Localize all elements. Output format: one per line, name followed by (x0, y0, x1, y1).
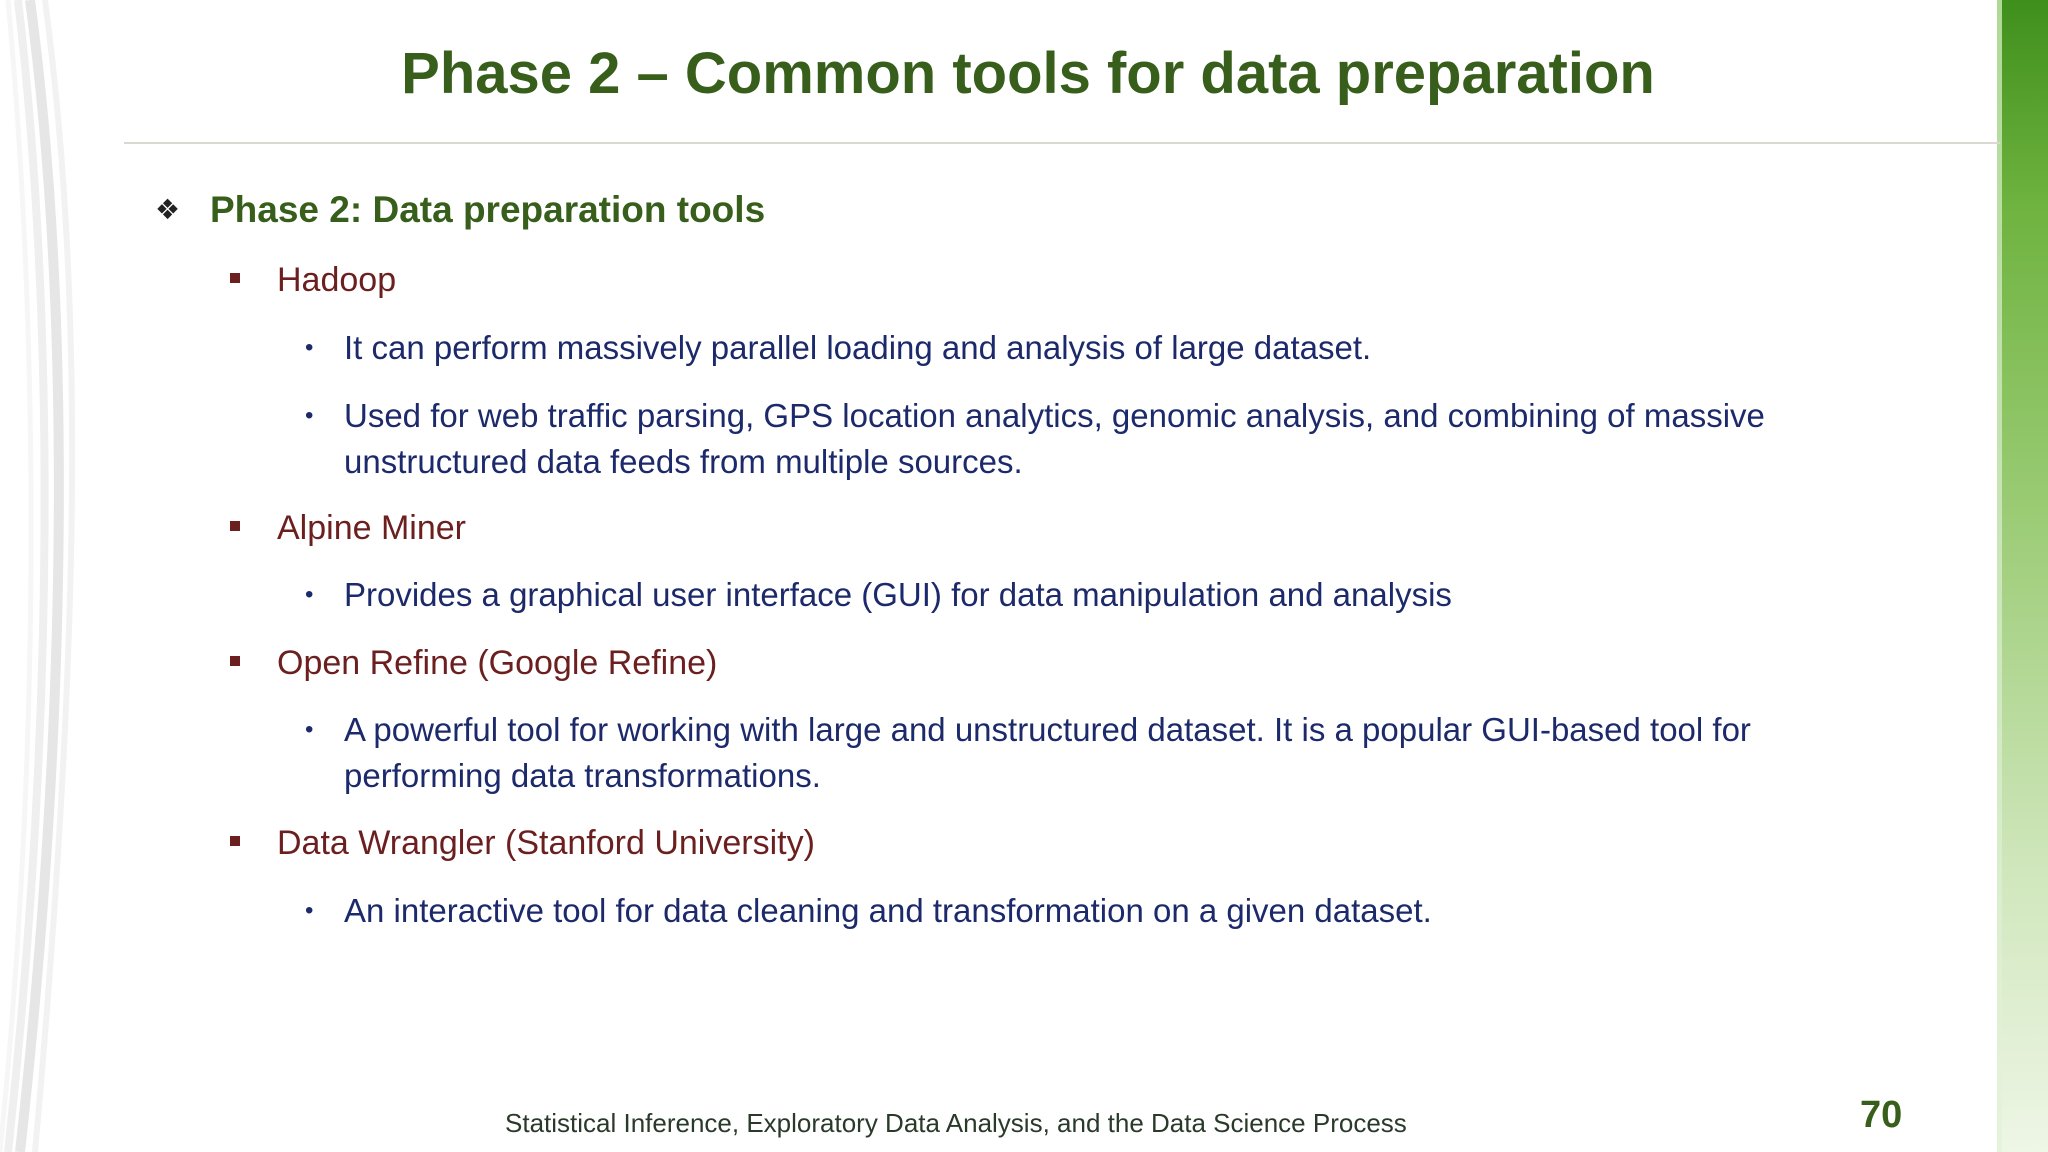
square-bullet-icon (230, 521, 240, 531)
tool-name: Alpine Miner (277, 509, 466, 547)
decorative-green-band (2002, 0, 2048, 1152)
tool-point-text: A powerful tool for working with large and unstructured dataset. It is a popular GUI-based tool for performing data transformations. (344, 711, 1751, 794)
dot-bullet-icon: • (305, 402, 314, 429)
tool-name: Data Wrangler (Stanford University) (277, 824, 815, 862)
tool-name: Open Refine (Google Refine) (277, 644, 718, 682)
diamond-bullet-icon: ❖ (155, 194, 181, 225)
tool-point-text: Used for web traffic parsing, GPS location analytics, genomic analysis, and combining of massive unstructured data feeds from multiple sources. (344, 397, 1765, 480)
tool-point-text: It can perform massively parallel loading and analysis of large dataset. (344, 329, 1372, 366)
dot-bullet-icon: • (305, 897, 314, 924)
square-bullet-icon (230, 836, 240, 846)
slide-footer: Statistical Inference, Exploratory Data Analysis, and the Data Science Process (505, 1108, 1407, 1138)
page-number: 70 (1860, 1094, 1903, 1136)
heading-text: Phase 2: Data preparation tools (210, 189, 766, 230)
dot-bullet-icon: • (305, 716, 314, 743)
title-divider (124, 142, 2000, 144)
dot-bullet-icon: • (305, 334, 314, 361)
dot-bullet-icon: • (305, 581, 314, 608)
square-bullet-icon (230, 656, 240, 666)
tool-name: Hadoop (277, 261, 397, 299)
square-bullet-icon (230, 273, 240, 283)
slide-title: Phase 2 – Common tools for data preparation (401, 41, 1655, 106)
tool-point-text: Provides a graphical user interface (GUI) for data manipulation and analysis (344, 576, 1452, 613)
decorative-swoosh (0, 0, 90, 1152)
tool-point-text: An interactive tool for data cleaning and transformation on a given dataset. (344, 892, 1432, 929)
